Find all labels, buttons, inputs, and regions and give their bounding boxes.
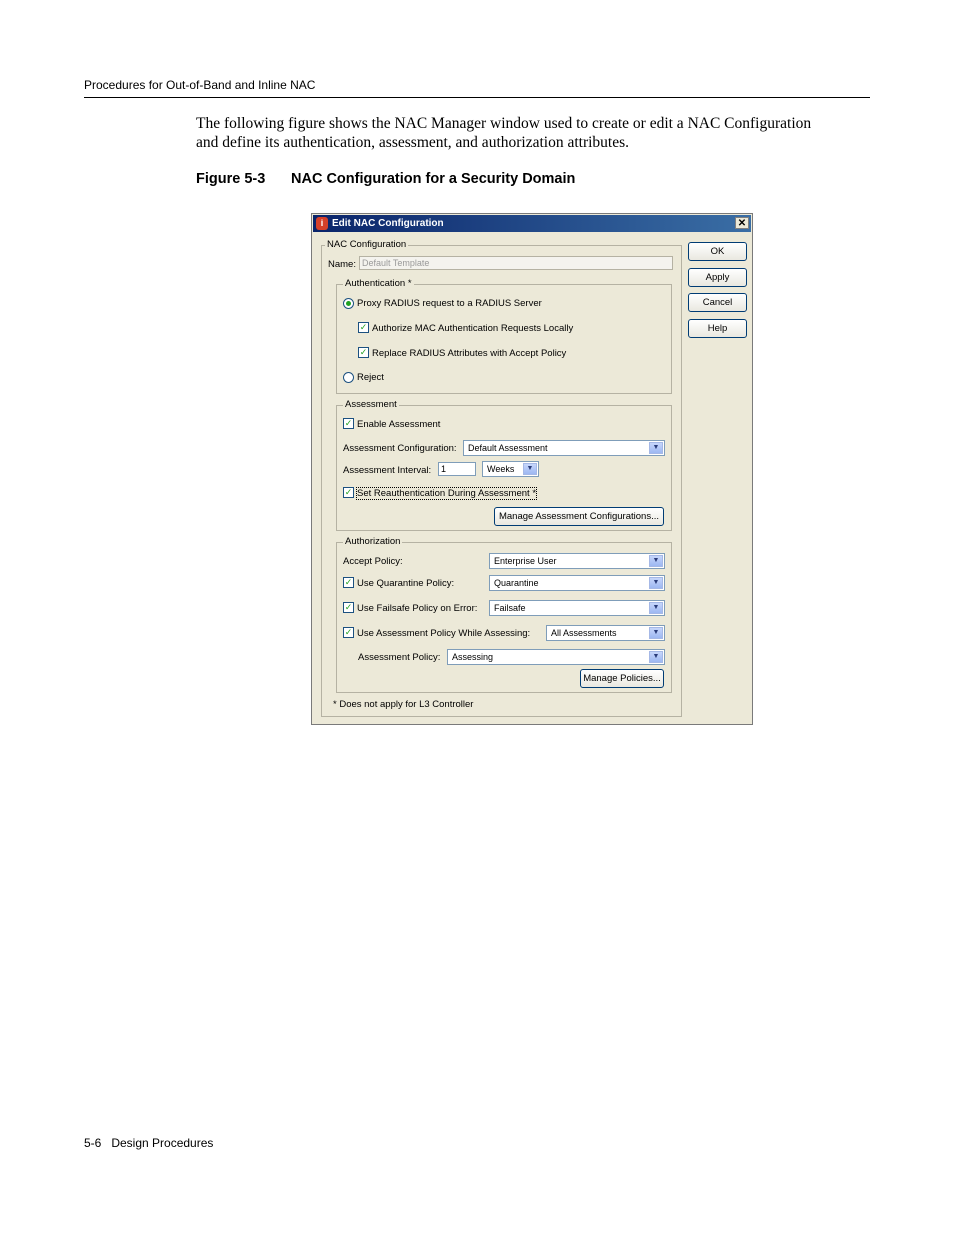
chevron-down-icon[interactable]: ▼ <box>649 577 663 589</box>
edit-nac-dialog <box>311 213 753 725</box>
cancel-button[interactable]: Cancel <box>688 293 747 312</box>
header-rule <box>84 97 870 98</box>
quarantine-checkbox[interactable]: ✓ <box>344 577 353 587</box>
assess-while-checkbox[interactable]: ✓ <box>344 627 353 637</box>
dialog-title: Edit NAC Configuration <box>332 218 444 229</box>
figure-caption <box>196 171 575 187</box>
reauth-checkbox[interactable]: ✓ <box>344 487 353 497</box>
reauth-label: Set Reauthentication During Assessment * <box>357 488 537 499</box>
figure-number: Figure 5-3 <box>196 171 266 187</box>
page-footer <box>84 1136 213 1150</box>
replace-radius-checkbox[interactable]: ✓ <box>359 347 368 357</box>
help-button[interactable]: Help <box>688 319 747 338</box>
chevron-down-icon[interactable]: ▼ <box>649 651 663 663</box>
assessment-policy-select[interactable] <box>447 649 665 665</box>
manage-policies-button[interactable]: Manage Policies... <box>580 669 664 688</box>
enable-assessment-label: Enable Assessment <box>357 419 441 430</box>
accept-policy-value: Enterprise User <box>494 556 557 566</box>
reject-radio[interactable] <box>343 372 354 383</box>
app-icon: i <box>316 217 328 230</box>
assessment-legend: Assessment <box>345 399 397 410</box>
figure-title: NAC Configuration for a Security Domain <box>291 171 576 187</box>
assessment-policy-value: Assessing <box>452 652 494 662</box>
assess-while-label: Use Assessment Policy While Assessing: <box>357 628 531 639</box>
failsafe-label: Use Failsafe Policy on Error: <box>357 603 478 614</box>
interval-unit-select[interactable] <box>482 461 539 477</box>
chevron-down-icon[interactable]: ▼ <box>649 602 663 614</box>
assessment-config-label: Assessment Configuration: <box>343 443 457 454</box>
quarantine-select[interactable] <box>489 575 665 591</box>
assessment-interval-label: Assessment Interval: <box>343 465 432 476</box>
accept-policy-select[interactable] <box>489 553 665 569</box>
authorize-mac-label: Authorize MAC Authentication Requests Locally <box>372 323 574 334</box>
apply-button[interactable]: Apply <box>688 268 747 287</box>
dialog-titlebar[interactable] <box>313 215 751 232</box>
authentication-legend: Authentication * <box>345 278 412 289</box>
ok-button[interactable]: OK <box>688 242 747 261</box>
accept-policy-label: Accept Policy: <box>343 556 403 567</box>
close-icon[interactable]: ✕ <box>735 217 749 229</box>
assessment-config-select[interactable] <box>463 440 665 456</box>
name-field[interactable]: Default Template <box>359 256 673 270</box>
page-header: Procedures for Out-of-Band and Inline NAC <box>84 78 316 92</box>
assess-while-value: All Assessments <box>551 628 617 638</box>
failsafe-value: Failsafe <box>494 603 526 613</box>
failsafe-select[interactable] <box>489 600 665 616</box>
footer-page-number: 5-6 <box>84 1136 102 1150</box>
authorization-legend: Authorization <box>345 536 401 547</box>
footer-section: Design Procedures <box>111 1136 214 1150</box>
authorize-mac-checkbox[interactable]: ✓ <box>359 322 368 332</box>
footnote: * Does not apply for L3 Controller <box>333 699 474 710</box>
proxy-radius-label: Proxy RADIUS request to a RADIUS Server <box>357 298 542 309</box>
interval-unit-value: Weeks <box>487 464 515 474</box>
enable-assessment-checkbox[interactable]: ✓ <box>344 418 353 428</box>
replace-radius-label: Replace RADIUS Attributes with Accept Policy <box>372 348 567 359</box>
quarantine-value: Quarantine <box>494 578 539 588</box>
failsafe-checkbox[interactable]: ✓ <box>344 602 353 612</box>
chevron-down-icon[interactable]: ▼ <box>649 442 663 454</box>
manage-assessment-configurations-button[interactable]: Manage Assessment Configurations... <box>494 507 664 526</box>
reject-label: Reject <box>357 372 384 383</box>
chevron-down-icon[interactable]: ▼ <box>523 463 537 475</box>
nac-configuration-legend: NAC Configuration <box>327 239 407 250</box>
assessment-config-value: Default Assessment <box>468 443 548 453</box>
assessment-policy-label: Assessment Policy: <box>358 652 441 663</box>
chevron-down-icon[interactable]: ▼ <box>649 555 663 567</box>
chevron-down-icon[interactable]: ▼ <box>649 627 663 639</box>
assess-while-select[interactable] <box>546 625 665 641</box>
proxy-radius-radio[interactable] <box>343 298 354 309</box>
quarantine-label: Use Quarantine Policy: <box>357 578 455 589</box>
assessment-interval-input[interactable]: 1 <box>438 462 476 476</box>
name-label: Name: <box>328 259 356 270</box>
intro-paragraph: The following figure shows the NAC Manager window used to create or edit a NAC Configuration and define its authentication, assessment, and authorization attributes. <box>196 115 812 151</box>
